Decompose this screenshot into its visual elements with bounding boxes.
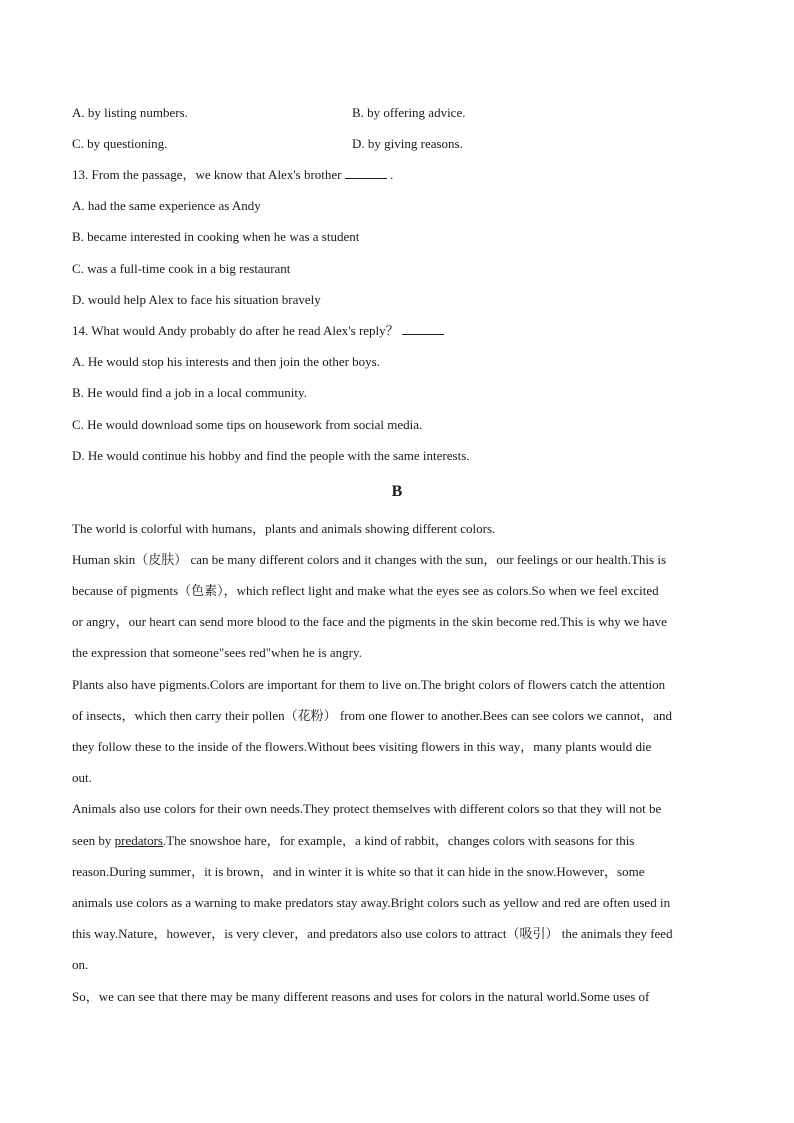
q14-option-b: B. He would find a job in a local community. — [72, 385, 307, 400]
passage-line: they follow these to the inside of the flowers.Without bees visiting flowers in this way，many plants would die — [72, 739, 652, 754]
q12-option-c: C. by questioning. — [72, 136, 168, 151]
q13-option-b: B. became interested in cooking when he was a student — [72, 229, 360, 244]
q13-stem — [72, 167, 393, 183]
passage-line: on. — [72, 957, 89, 972]
q12-option-a: A. by listing numbers. — [72, 105, 188, 120]
passage-line: this way.Nature，however，is very clever，and predators also use colors to attract（吸引） the animals they feed — [72, 926, 673, 941]
q12-option-b: B. by offering advice. — [352, 105, 466, 120]
underlined-word-predators: predators — [114, 833, 163, 848]
q13-stem-end: . — [390, 167, 394, 182]
passage-line: of insects，which then carry their pollen（花粉） from one flower to another.Bees can see colors we cannot，and — [72, 708, 672, 723]
passage-line: because of pigments（色素），which reflect light and make what the eyes see as colors.So when we feel excited — [72, 583, 659, 598]
passage-line: Animals also use colors for their own needs.They protect themselves with different colors so that they will not be — [72, 801, 662, 816]
passage-line: reason.During summer，it is brown，and in winter it is white so that it can hide in the snow.However，some — [72, 864, 645, 879]
passage-line: out. — [72, 770, 92, 785]
passage-text: seen by — [72, 833, 115, 848]
passage-line: Plants also have pigments.Colors are important for them to live on.The bright colors of flowers catch the attention — [72, 677, 666, 692]
passage-line: animals use colors as a warning to make predators stay away.Bright colors such as yellow and red are often used in — [72, 895, 671, 910]
passage-line: Human skin（皮肤） can be many different colors and it changes with the sun，our feelings or our health.This is — [72, 552, 667, 567]
q14-option-a: A. He would stop his interests and then join the other boys. — [72, 354, 380, 369]
q14-answer-blank — [402, 323, 444, 335]
q14-option-c: C. He would download some tips on housework from social media. — [72, 417, 423, 432]
passage-line — [72, 833, 634, 849]
q14-stem-text: 14. What would Andy probably do after he read Alex's reply？ — [72, 323, 399, 338]
passage-line: So，we can see that there may be many different reasons and uses for colors in the natural world.Some uses of — [72, 989, 650, 1004]
q13-answer-blank — [345, 167, 387, 179]
q14-option-d: D. He would continue his hobby and find the people with the same interests. — [72, 448, 470, 463]
q13-stem-text: 13. From the passage，we know that Alex's brother — [72, 167, 342, 182]
passage-line: or angry，our heart can send more blood to the face and the pigments in the skin become red.This is why we have — [72, 614, 667, 629]
q13-option-a: A. had the same experience as Andy — [72, 198, 261, 213]
passage-text: .The snowshoe hare，for example，a kind of rabbit，changes colors with seasons for this — [162, 833, 635, 848]
q12-option-d: D. by giving reasons. — [352, 136, 463, 151]
q14-stem — [72, 323, 444, 339]
passage-line: The world is colorful with humans，plants and animals showing different colors. — [72, 521, 496, 536]
passage-line: the expression that someone"sees red"when he is angry. — [72, 645, 362, 660]
q13-option-c: C. was a full-time cook in a big restaurant — [72, 261, 291, 276]
section-b-title: B — [391, 483, 403, 500]
q13-option-d: D. would help Alex to face his situation bravely — [72, 292, 321, 307]
